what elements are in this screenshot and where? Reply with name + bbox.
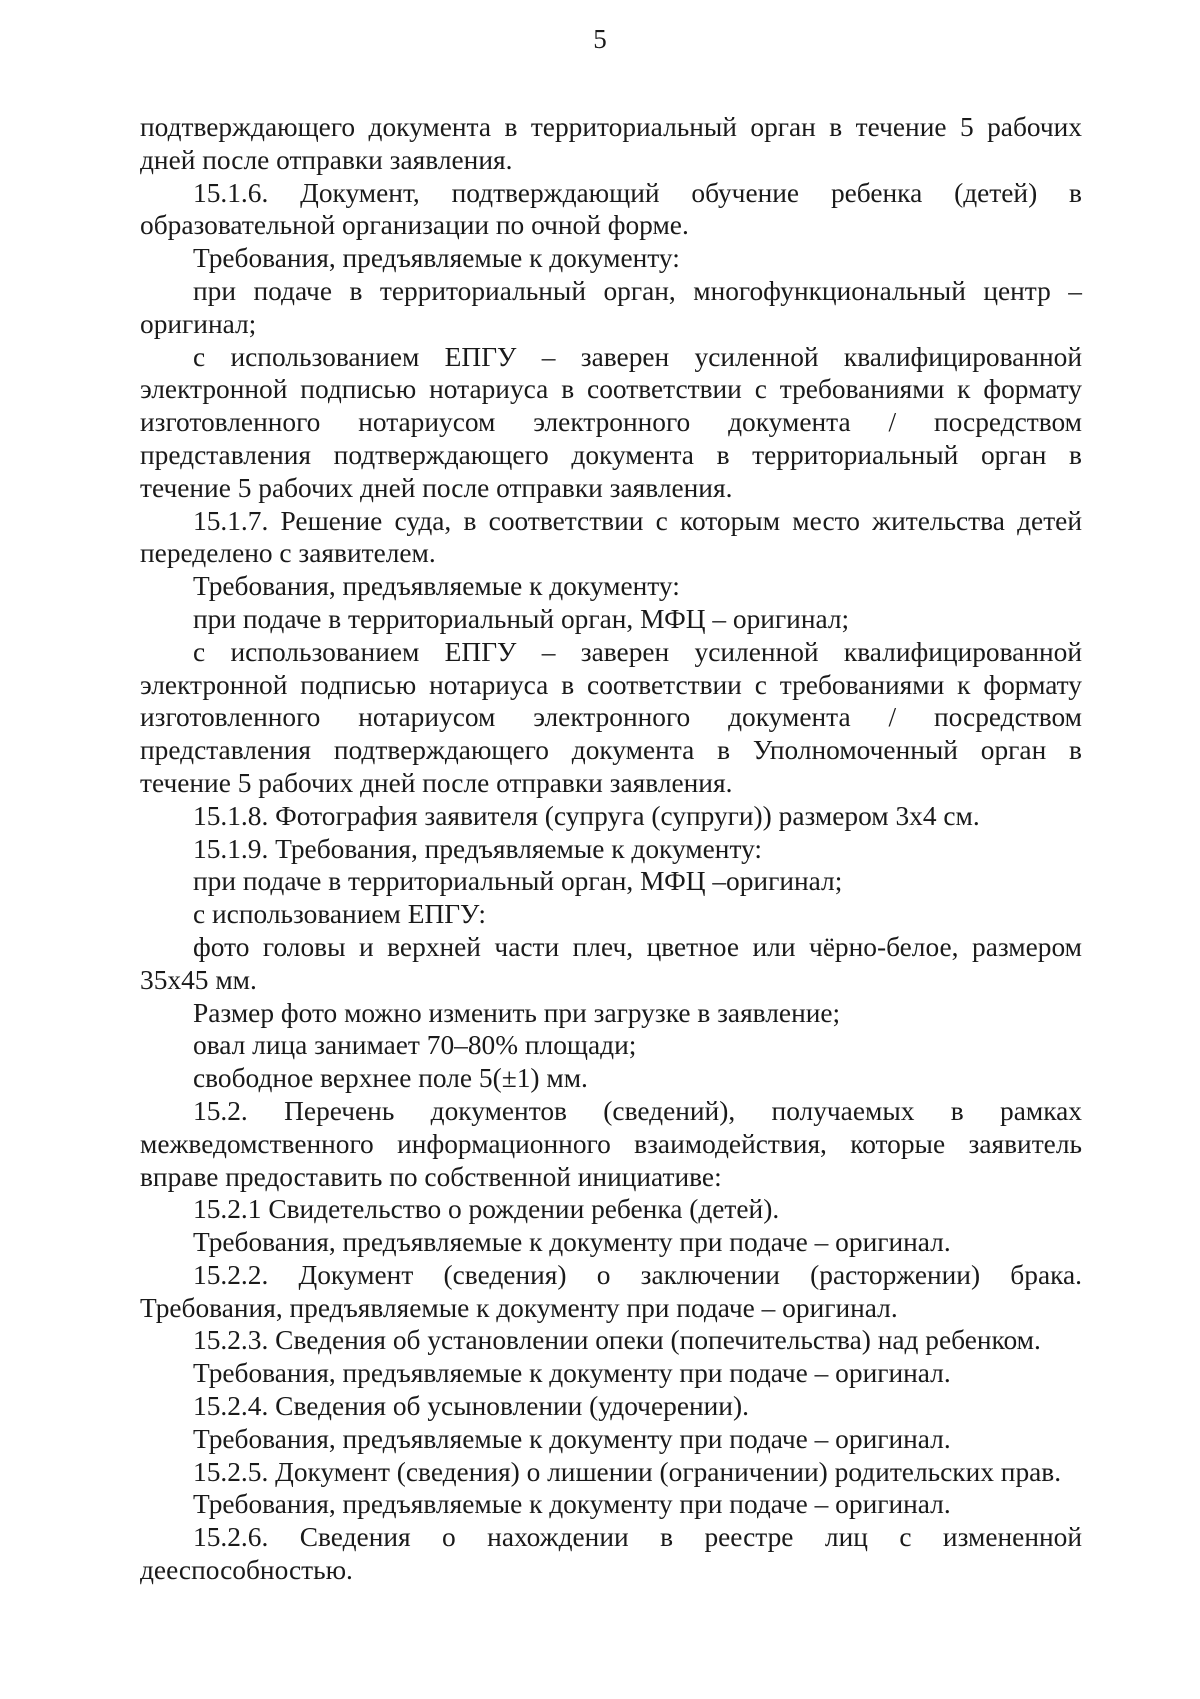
paragraph-15-2-4: 15.2.4. Сведения об усыновлении (удочерении). [193,1391,749,1422]
paragraph-15-2-2: 15.2.2. Документ (сведения) о заключении (расторжении) брака. Требования, предъявляемые к документу при подаче – оригинал. [140,1259,1082,1323]
paragraph-top-margin: свободное верхнее поле 5(±1) мм. [193,1063,588,1094]
paragraph-15-2-6: 15.2.6. Сведения о нахождении в реестре лиц с измененной дееспособностью. [140,1522,1082,1586]
paragraph-face-oval: овал лица занимает 70–80% площади; [193,1030,637,1061]
paragraph-mfc-original: при подаче в территориальный орган, МФЦ – оригинал; [193,603,850,634]
paragraph-continuation: подтверждающего документа в территориальный орган в течение 5 рабочих дней после отправки заявления. [140,112,1082,175]
paragraph-requirements-original: Требования, предъявляемые к документу при подаче – оригинал. [193,1227,951,1258]
paragraph-15-2-3: 15.2.3. Сведения об установлении опеки (попечительства) над ребенком. [193,1325,1041,1356]
document-body [140,111,1082,1587]
paragraph-15-1-8: 15.1.8. Фотография заявителя (супруга (супруги)) размером 3х4 см. [193,800,980,831]
paragraph-15-1-6: 15.1.6. Документ, подтверждающий обучение ребенка (детей) в образовательной организации по очной форме. [140,177,1082,241]
paragraph-15-2-1: 15.2.1 Свидетельство о рождении ребенка (детей). [193,1194,780,1225]
paragraph-15-1-7: 15.1.7. Решение суда, в соответствии с которым место жительства детей переделено с заявителем. [140,505,1082,569]
paragraph-requirements-original: Требования, предъявляемые к документу при подаче – оригинал. [193,1358,951,1389]
paragraph-requirements: Требования, предъявляемые к документу: [193,571,680,602]
page-number: 5 [593,24,607,54]
paragraph-15-2-5: 15.2.5. Документ (сведения) о лишении (ограничении) родительских прав. [193,1456,1062,1487]
paragraph-photo-spec: фото головы и верхней части плеч, цветное или чёрно-белое, размером 35х45 мм. [140,931,1082,995]
paragraph-territorial-original: при подаче в территориальный орган, многофункциональный центр – оригинал; [140,275,1082,339]
paragraph-requirements: Требования, предъявляемые к документу: [193,243,680,274]
paragraph-epgu-notary: с использованием ЕПГУ – заверен усиленной квалифицированной электронной подписью нотариуса в соответствии с требованиями к формату изготовленного нотариусом электронного документа / посредством представления подтверждающего документа в Уполномоченный орган в течение 5 рабочих дней после отправки заявления. [140,636,1082,798]
paragraph-epgu-notary: с использованием ЕПГУ – заверен усиленной квалифицированной электронной подписью нотариуса в соответствии с требованиями к формату изготовленного нотариусом электронного документа / посредством представления подтверждающего документа в территориальный орган в течение 5 рабочих дней после отправки заявления. [140,341,1082,503]
paragraph-epgu: с использованием ЕПГУ: [193,899,487,930]
paragraph-photo-resize: Размер фото можно изменить при загрузке в заявление; [193,997,841,1028]
paragraph-requirements-original: Требования, предъявляемые к документу при подаче – оригинал. [193,1489,951,1520]
paragraph-15-2: 15.2. Перечень документов (сведений), получаемых в рамках межведомственного информационного взаимодействия, которые заявитель вправе предоставить по собственной инициативе: [140,1095,1082,1192]
paragraph-requirements-original: Требования, предъявляемые к документу при подаче – оригинал. [193,1423,951,1454]
paragraph-mfc-original: при подаче в территориальный орган, МФЦ –оригинал; [193,866,843,897]
paragraph-15-1-9: 15.1.9. Требования, предъявляемые к документу: [193,833,763,864]
